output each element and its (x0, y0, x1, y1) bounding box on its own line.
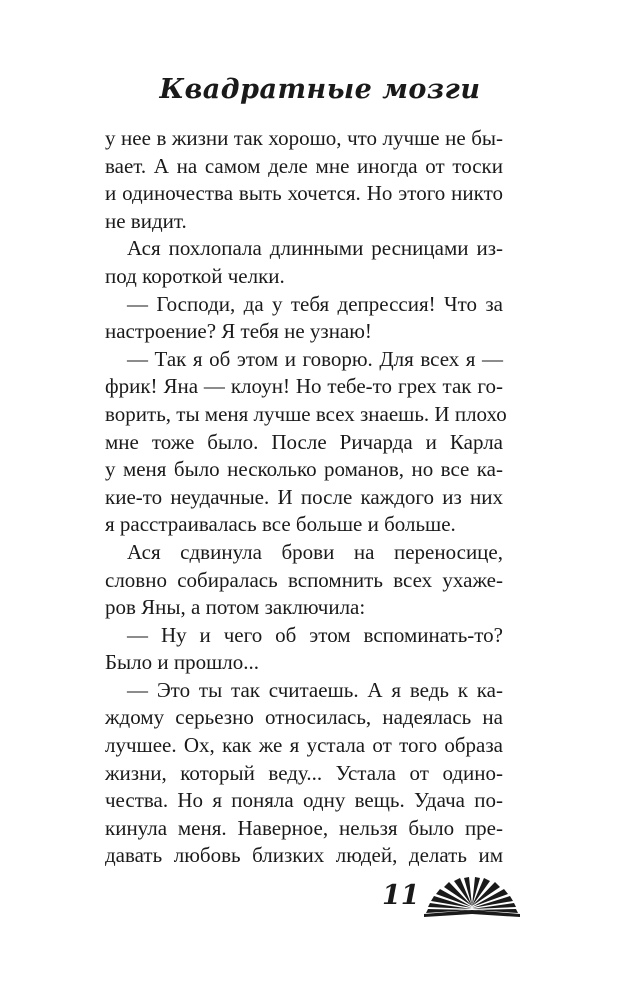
text-line: жизни, который веду... Устала от одино- (105, 760, 503, 785)
text-line: у меня было несколько романов, но все ка- (105, 457, 503, 482)
text-line: — Господи, да у тебя депрессия! Что за (127, 291, 503, 316)
text-line: кинула меня. Наверное, нельзя было пре- (105, 815, 503, 840)
page-footer (370, 876, 520, 926)
text-line: — Это ты так считаешь. А я ведь к ка- (127, 677, 503, 702)
body-text (105, 125, 507, 870)
text-line: настроение? Я тебя не узнаю! (105, 319, 372, 344)
text-line: ров Яны, а потом заключила: (105, 595, 366, 620)
text-line: я расстраивалась все больше и больше. (105, 512, 456, 537)
text-line: чества. Но я поняла одну вещь. Удача по- (105, 788, 503, 813)
text-line: вает. А на самом деле мне иногда от тоски (105, 153, 503, 178)
text-line: кие-то неудачные. И после каждого из них (105, 484, 503, 509)
running-header-title: Квадратные мозги (159, 74, 481, 105)
text-line: и одиночества выть хочется. Но этого никто (105, 181, 503, 206)
text-line: словно собиралась вспомнить всех ухаже- (105, 567, 503, 592)
text-line: — Ну и чего об этом вспоминать-то? (127, 622, 503, 647)
text-line: фрик! Яна — клоун! Но тебе-то грех так го- (105, 374, 503, 399)
text-line: Ася похлопала длинными ресницами из- (127, 236, 503, 261)
text-line: у нее в жизни так хорошо, что лучше не бы- (105, 126, 503, 150)
open-book-icon (422, 876, 522, 920)
text-line: ворить, ты меня лучше всех знаешь. И плохо (105, 401, 507, 426)
text-line: под короткой челки. (105, 263, 285, 288)
page-number: 11 (382, 880, 420, 911)
text-line: мне тоже было. После Ричарда и Карла (105, 429, 503, 454)
text-line: не видит. (105, 208, 187, 233)
text-line: Ася сдвинула брови на переносице, (127, 539, 503, 564)
text-line: давать любовь близких людей, делать им (105, 843, 503, 868)
text-line: ждому серьезно относилась, надеялась на (105, 705, 503, 730)
text-line: лучшее. Ох, как же я устала от того образа (105, 733, 503, 758)
text-line: Было и прошло... (105, 650, 260, 675)
text-line: — Так я об этом и говорю. Для всех я — (127, 346, 503, 371)
